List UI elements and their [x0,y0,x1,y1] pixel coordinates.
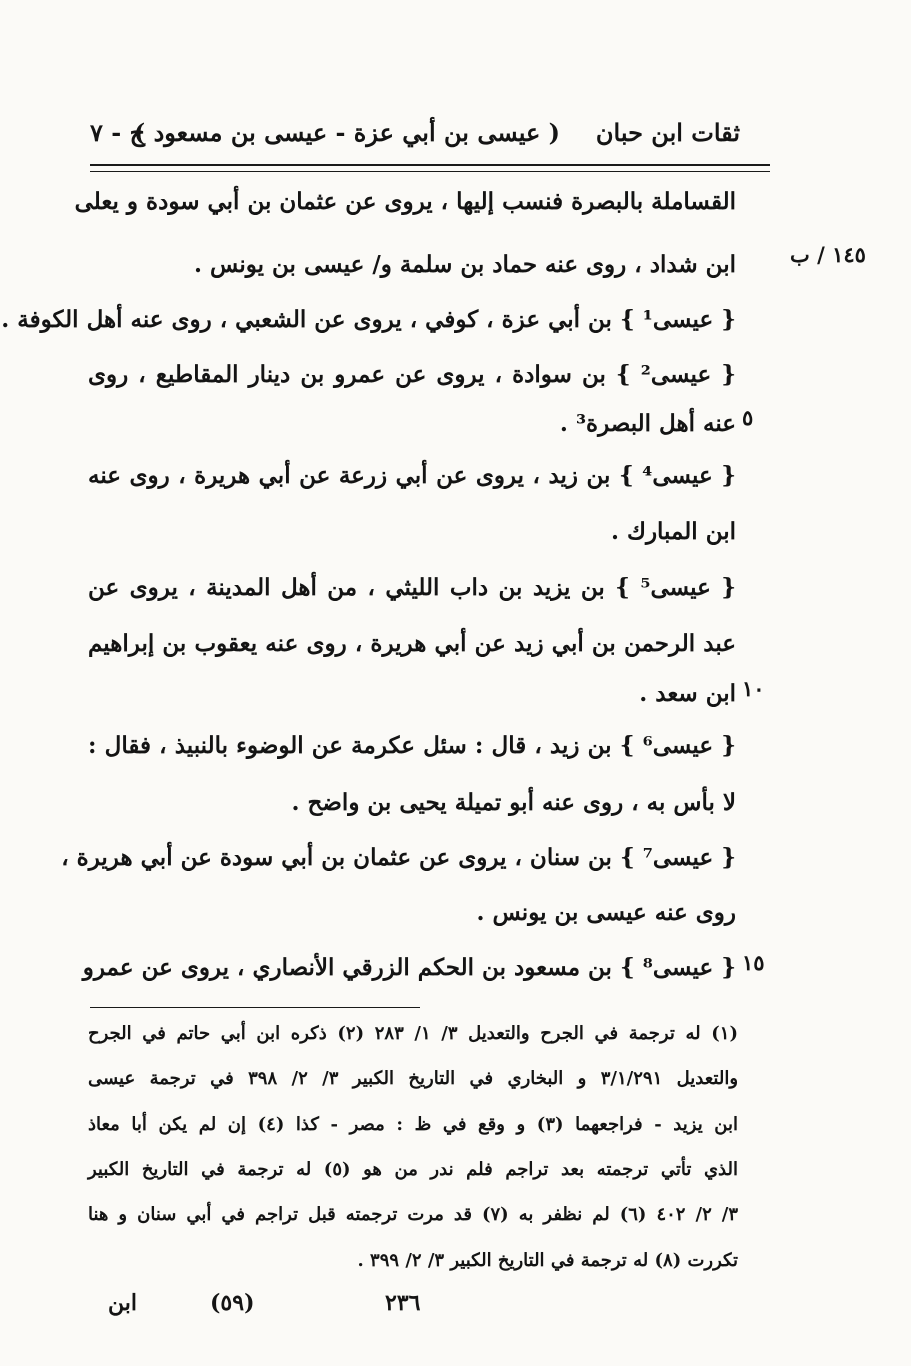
header-entry-range: ( عيسى بن أبي عزة - عيسى بن مسعود ) [133,118,560,147]
body-line: { عيسى² } بن سوادة ، يروى عن عمرو بن دينار المقاطيع ، روى [88,361,736,388]
body-line: { عيسى⁶ } بن زيد ، قال : سئل عكرمة عن الوضوء بالنبيذ ، فقال : [88,732,737,759]
margin-line-number-15: ١٥ [742,950,765,975]
header-rule-thick [90,164,770,166]
margin-line-number-5: ٥ [742,405,754,430]
margin-line-number-10: ١٠ [742,676,765,701]
body-line: { عيسى¹ } بن أبي عزة ، كوفي ، يروى عن الشعبي ، روى عنه أهل الكوفة . [1,306,736,333]
catchword: ابن [108,1290,137,1316]
footnote-line: والتعديل ٣/١/٢٩١ و البخاري في التاريخ الكبير ٣/ ٢/ ٣٩٨ في ترجمة عيسى [88,1068,739,1089]
body-line: روى عنه عيسى بن يونس . [476,899,736,926]
body-line: لا بأس به ، روى عنه أبو تميلة يحيى بن واضح . [291,789,736,816]
footnote-line: تكررت (٨) له ترجمة في التاريخ الكبير ٣/ ٢/ ٣٩٩ . [357,1250,738,1271]
body-line: عبد الرحمن بن أبي زيد عن أبي هريرة ، روى عنه يعقوب بن إبراهيم [88,630,736,657]
body-line: ابن سعد . [639,680,736,707]
footnote-line: ابن يزيد - فراجعهما (٣) و وقع في ظ : مصر - كذا (٤) إن لم يكن أبا معاذ [88,1114,739,1135]
body-line: { عيسى⁸ } بن مسعود بن الحكم الزرقي الأنصاري ، يروى عن عمرو [82,954,736,981]
body-line: القساملة بالبصرة فنسب إليها ، يروى عن عثمان بن أبي سودة و يعلى [74,188,736,215]
page-number: ٢٣٦ [385,1290,421,1316]
margin-folio-reference: ١٤٥ / ب [790,242,866,267]
running-header [90,112,740,156]
body-line: { عيسى⁷ } بن سنان ، يروى عن عثمان بن أبي سودة عن أبي هريرة ، [61,844,736,871]
footnote-line: ٣/ ٢/ ٤٠٢ (٦) لم نظفر به (٧) قد مرت ترجمته قبل تراجم في أبي سنان و هنا [88,1204,738,1225]
body-line: ابن شداد ، روى عنه حماد بن سلمة و/ عيسى بن يونس . [194,251,736,278]
body-line: عنه أهل البصرة³ . [559,410,736,437]
footnote-line: الذي تأتي ترجمته بعد تراجم فلم ندر من هو (٥) له ترجمة في التاريخ الكبير [88,1159,738,1180]
header-rule-thin [90,171,770,172]
footnote-separator [90,1007,420,1008]
header-book-title: ثقات ابن حبان [595,118,740,147]
signature-mark: (٥٩) [210,1290,255,1316]
body-line: ابن المبارك . [610,518,736,545]
body-line: { عيسى⁴ } بن زيد ، يروى عن أبي زرعة عن أبي هريرة ، روى عنه [88,462,736,489]
body-line: { عيسى⁵ } بن يزيد بن داب الليثي ، من أهل المدينة ، يروى عن [88,574,736,601]
footnote-line: (١) له ترجمة في الجرح والتعديل ٣/ ١/ ٢٨٣ (٢) ذكره ابن أبي حاتم في الجرح [88,1023,738,1044]
header-volume: ج - ٧ [90,118,146,147]
